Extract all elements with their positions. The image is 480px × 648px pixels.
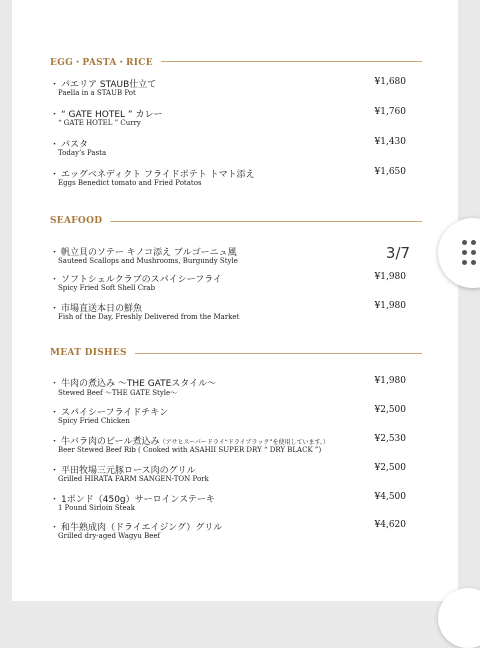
item-name-en: Fish of the Day, Freshly Delivered from the Market	[58, 313, 240, 321]
bullet: ・	[50, 523, 60, 533]
item-name-jp: 牛バラ肉のビール煮込み	[61, 437, 160, 447]
item-name-jp: 和牛熟成肉（ドライエイジング）グリル	[61, 523, 223, 533]
item-name-en: Stewed Beef 〜THE GATE Style〜	[58, 389, 178, 397]
item-name-en: Beer Stewed Beef Rib ( Cooked with ASAHII SUPER DRY “ DRY BLACK ”)	[58, 446, 322, 454]
bullet: ・	[50, 275, 60, 285]
bullet: ・	[50, 437, 60, 447]
item-name-jp: エッグベネディクト フライドポテト トマト添え	[61, 170, 255, 180]
item-name-jp: 牛肉の煮込み 〜THE GATEスタイル〜	[61, 379, 217, 389]
item-name-en: Grilled HIRATA FARM SANGEN-TON Pork	[58, 475, 209, 483]
item-name-jp: “ GATE HOTEL ” カレー	[61, 110, 163, 120]
item-name-jp: スパイシーフライドチキン	[61, 408, 169, 418]
menu-item	[50, 167, 406, 191]
item-name-en: Eggs Benedict tomato and Fried Potatos	[58, 179, 202, 187]
section-title: SEAFOOD	[50, 216, 103, 226]
item-name-jp: 市場直送本日の鮮魚	[61, 304, 143, 314]
section-title: EGG・PASTA・RICE	[50, 57, 153, 68]
bullet: ・	[50, 379, 60, 389]
bullet: ・	[50, 466, 60, 476]
item-name-en: “ GATE HOTEL ” Curry	[58, 119, 141, 127]
item-price: ¥2,500	[374, 463, 406, 473]
item-price: ¥2,530	[374, 434, 406, 444]
bullet: ・	[50, 80, 60, 90]
item-note: （アサヒスーパードライ“ドライブラック”を使用しています。）	[159, 439, 329, 446]
menu-item	[50, 376, 406, 400]
bullet: ・	[50, 408, 60, 418]
item-name-jp: 平田牧場三元豚ロース肉のグリル	[61, 466, 196, 476]
menu-item	[50, 77, 406, 101]
bullet: ・	[50, 304, 60, 314]
bullet: ・	[50, 170, 60, 180]
menu-item	[50, 272, 406, 296]
section-divider	[110, 221, 422, 222]
item-name-jp: 1ポンド（450g）サーロインステーキ	[61, 495, 215, 505]
menu-page	[12, 0, 458, 601]
section-divider	[161, 61, 422, 62]
item-price: ¥4,500	[374, 492, 406, 502]
section-header-meat-dishes	[50, 346, 422, 360]
item-name-jp: 帆立貝のソテー キノコ添え ブルゴーニュ風	[61, 248, 237, 258]
item-price: ¥2,500	[374, 405, 406, 415]
item-price: ¥1,980	[374, 272, 406, 282]
item-price: ¥1,760	[374, 107, 406, 117]
item-name-en: Sauteed Scallops and Mushrooms, Burgundy Style	[58, 257, 238, 265]
item-price: ¥1,980	[374, 376, 406, 386]
bullet: ・	[50, 495, 60, 505]
item-name-en: 1 Pound Sirloin Steak	[58, 504, 136, 512]
section-header-egg-pasta-rice	[50, 54, 422, 68]
section-divider	[135, 353, 422, 354]
menu-item	[50, 434, 406, 458]
item-name-jp: パエリア STAUB仕立て	[61, 80, 157, 90]
menu-item	[50, 492, 406, 516]
page-indicator: 3/7	[385, 244, 411, 262]
menu-item	[50, 137, 406, 161]
bullet: ・	[50, 248, 60, 258]
item-price: ¥1,430	[374, 137, 406, 147]
bullet: ・	[50, 140, 60, 150]
item-name-jp: ソフトシェルクラブのスパイシーフライ	[61, 275, 222, 285]
menu-item	[50, 301, 406, 325]
item-name-en: Spicy Fried Soft Shell Crab	[58, 284, 156, 292]
item-name-en: Today’s Pasta	[58, 149, 107, 157]
item-price: ¥4,620	[374, 520, 406, 530]
item-name-jp: パスタ	[61, 140, 89, 150]
item-name-en: Grilled dry-aged Wagyu Beef	[58, 532, 161, 540]
item-price: ¥1,650	[374, 167, 406, 177]
item-price: ¥1,980	[374, 301, 406, 311]
section-header-seafood	[50, 214, 422, 228]
menu-item	[50, 107, 406, 131]
item-name-en: Spicy Fried Chicken	[58, 417, 130, 425]
menu-item	[50, 405, 406, 429]
grid-dots-icon	[462, 240, 480, 266]
menu-item	[50, 463, 406, 487]
section-title: MEAT DISHES	[50, 348, 127, 358]
bullet: ・	[50, 110, 60, 120]
menu-item	[50, 520, 406, 544]
item-price: ¥1,680	[374, 77, 406, 87]
item-name-en: Paella in a STAUB Pot	[58, 89, 136, 97]
menu-item	[50, 245, 406, 269]
